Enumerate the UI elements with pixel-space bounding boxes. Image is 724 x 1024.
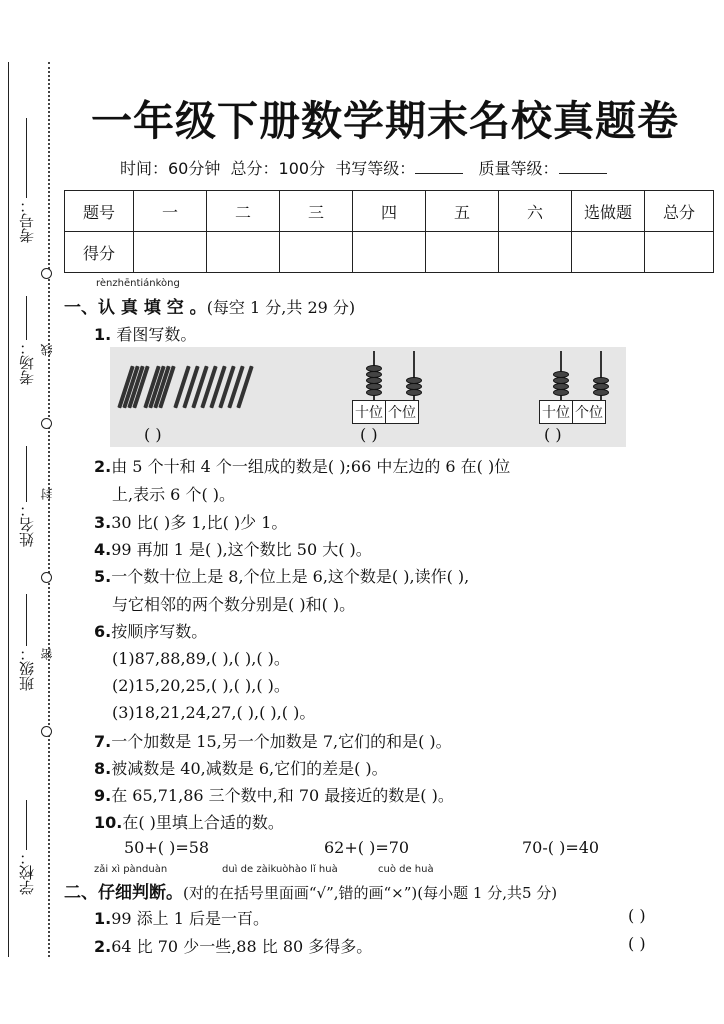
score-cell[interactable] (572, 232, 645, 273)
section1-note: (每空 1 分,共 29 分) (206, 298, 356, 317)
question-text: 一个数十位上是 8,个位上是 6,这个数是( ),读作( ), (111, 567, 470, 586)
margin-field-exam-room (14, 296, 38, 385)
question-text: 看图写数。 (116, 325, 197, 344)
question-text: 被减数是 40,减数是 6,它们的差是( )。 (111, 759, 388, 778)
exam-info-line (120, 156, 607, 179)
question-number: 9. (94, 786, 112, 805)
question-9 (94, 783, 454, 806)
sequence-item: (1)87,88,89,( ),( ),( )。 (112, 649, 290, 668)
answer-blank[interactable]: ( ) (360, 425, 378, 444)
question-number: 5. (94, 567, 112, 586)
writing-grade-blank[interactable] (415, 159, 463, 174)
margin-cut-mark: 密 (40, 648, 54, 660)
sequence-item: (2)15,20,25,( ),( ),( )。 (112, 676, 290, 695)
margin-field-exam-number (14, 118, 38, 243)
question-number: 3. (94, 513, 112, 532)
question-text: 一个加数是 15,另一个加数是 7,它们的和是( )。 (111, 732, 452, 751)
question-number: 4. (94, 540, 112, 559)
section2-pinyin: zǎi xì pànduàn (94, 864, 168, 875)
question-number: 7. (94, 732, 112, 751)
question-text: 按顺序写数。 (111, 622, 208, 641)
tens-place-label: 十位 (540, 401, 573, 423)
abacus-bead (593, 389, 609, 396)
section2-heading (64, 878, 557, 903)
question-text: 由 5 个十和 4 个一组成的数是( );66 中左边的 6 在( )位 (111, 457, 511, 476)
margin-circle (41, 572, 52, 583)
judge-question-2 (94, 934, 372, 957)
question-number: 2. (94, 457, 112, 476)
score-cell[interactable] (280, 232, 353, 273)
margin-label-school: 学校： (17, 850, 36, 895)
question-text: 在 65,71,86 三个数中,和 70 最接近的数是( )。 (111, 786, 454, 805)
margin-cut-mark: 线 (40, 344, 54, 356)
question-7 (94, 729, 452, 752)
ones-place-label: 个位 (388, 405, 416, 421)
question-number: 6. (94, 622, 112, 641)
quality-grade-blank[interactable] (559, 159, 607, 174)
margin-label-class: 班级： (17, 646, 36, 691)
answer-blank[interactable]: ( ) (544, 425, 562, 444)
abacus-bead (553, 389, 569, 396)
section2-pinyin: duì de zàikuòhào lǐ huà (222, 864, 338, 875)
judge-answer-box[interactable]: ( ) (628, 906, 646, 925)
margin-field-school (14, 800, 38, 895)
total-label: 总分：100分 (230, 159, 326, 178)
counting-picture-strip (110, 347, 626, 447)
margin-border-line (8, 62, 9, 957)
abacus-place-labels (352, 400, 419, 424)
judge-question-1 (94, 906, 269, 929)
score-cell[interactable] (207, 232, 280, 273)
question-1 (94, 322, 196, 345)
score-table-cell: 四 (353, 191, 426, 232)
section1-title: 一、认 真 填 空 。 (64, 298, 207, 318)
score-table-cell: 一 (134, 191, 207, 232)
tens-place-label: 十位 (353, 401, 386, 423)
score-table-score-row (65, 232, 714, 273)
question-text: 99 添上 1 后是一百。 (111, 909, 270, 928)
abacus-bead (366, 389, 382, 396)
section2-note: (对的在括号里面画“√”,错的画“×”)(每小题 1 分,共5 分) (183, 884, 558, 902)
question-6 (94, 619, 207, 642)
question-5 (94, 564, 469, 587)
score-row-label: 得分 (65, 232, 134, 273)
writing-grade-label: 书写等级： (335, 159, 416, 178)
score-table-cell: 总分 (645, 191, 714, 232)
question-number: 2. (94, 937, 112, 956)
section1-heading (64, 293, 355, 318)
margin-cut-line (48, 62, 50, 957)
margin-label-exam-room: 考场： (17, 340, 36, 385)
score-table-cell: 二 (207, 191, 280, 232)
page-title: 一年级下册数学期末名校真题卷 (91, 97, 679, 145)
question-number: 10. (94, 813, 123, 832)
section2-pinyin: cuò de huà (378, 864, 434, 875)
question-text: 在( )里填上合适的数。 (122, 813, 284, 832)
margin-label-name: 姓名： (17, 502, 36, 547)
score-cell[interactable] (353, 232, 426, 273)
equation-1: 50+( )=58 (124, 838, 210, 857)
quality-grade-label: 质量等级： (478, 159, 559, 178)
score-table-cell: 选做题 (572, 191, 645, 232)
score-cell[interactable] (134, 232, 207, 273)
question-4 (94, 537, 372, 560)
question-number: 1. (94, 325, 112, 344)
abacus-bead (406, 389, 422, 396)
question-text: 99 再加 1 是( ),这个数比 50 大( )。 (111, 540, 372, 559)
question-number: 1. (94, 909, 112, 928)
margin-label-exam-number: 考号： (17, 198, 36, 243)
score-table-cell: 五 (426, 191, 499, 232)
question-5-cont: 与它相邻的两个数分别是( )和( )。 (112, 595, 356, 614)
margin-circle (41, 418, 52, 429)
margin-cut-mark: 封 (40, 488, 54, 500)
score-table (64, 190, 714, 273)
time-label: 时间：60分钟 (120, 159, 221, 178)
question-2-cont: 上,表示 6 个( )。 (112, 485, 236, 504)
abacus-place-labels (539, 400, 606, 424)
question-text: 30 比( )多 1,比( )少 1。 (111, 513, 288, 532)
score-table-cell: 三 (280, 191, 353, 232)
equation-3: 70-( )=40 (522, 838, 600, 857)
judge-answer-box[interactable]: ( ) (628, 934, 646, 953)
score-table-header-row (65, 191, 714, 232)
score-cell[interactable] (499, 232, 572, 273)
section1-pinyin: rènzhēntiánkòng (96, 278, 180, 289)
question-text: 64 比 70 少一些,88 比 80 多得多。 (111, 937, 373, 956)
ones-place-label: 个位 (575, 405, 603, 421)
section2-title: 二、仔细判断。 (64, 883, 183, 903)
margin-field-name (14, 446, 38, 547)
equation-2: 62+( )=70 (324, 838, 410, 857)
question-number: 8. (94, 759, 112, 778)
margin-field-class (14, 594, 38, 691)
margin-circle (41, 268, 52, 279)
score-table-cell: 六 (499, 191, 572, 232)
sequence-item: (3)18,21,24,27,( ),( ),( )。 (112, 703, 316, 722)
margin-circle (41, 726, 52, 737)
question-8 (94, 756, 388, 779)
answer-blank[interactable]: ( ) (144, 425, 162, 444)
score-table-cell: 题号 (65, 191, 134, 232)
score-cell[interactable] (645, 232, 714, 273)
question-3 (94, 510, 287, 533)
question-10 (94, 810, 284, 833)
question-2 (94, 454, 510, 477)
score-cell[interactable] (426, 232, 499, 273)
